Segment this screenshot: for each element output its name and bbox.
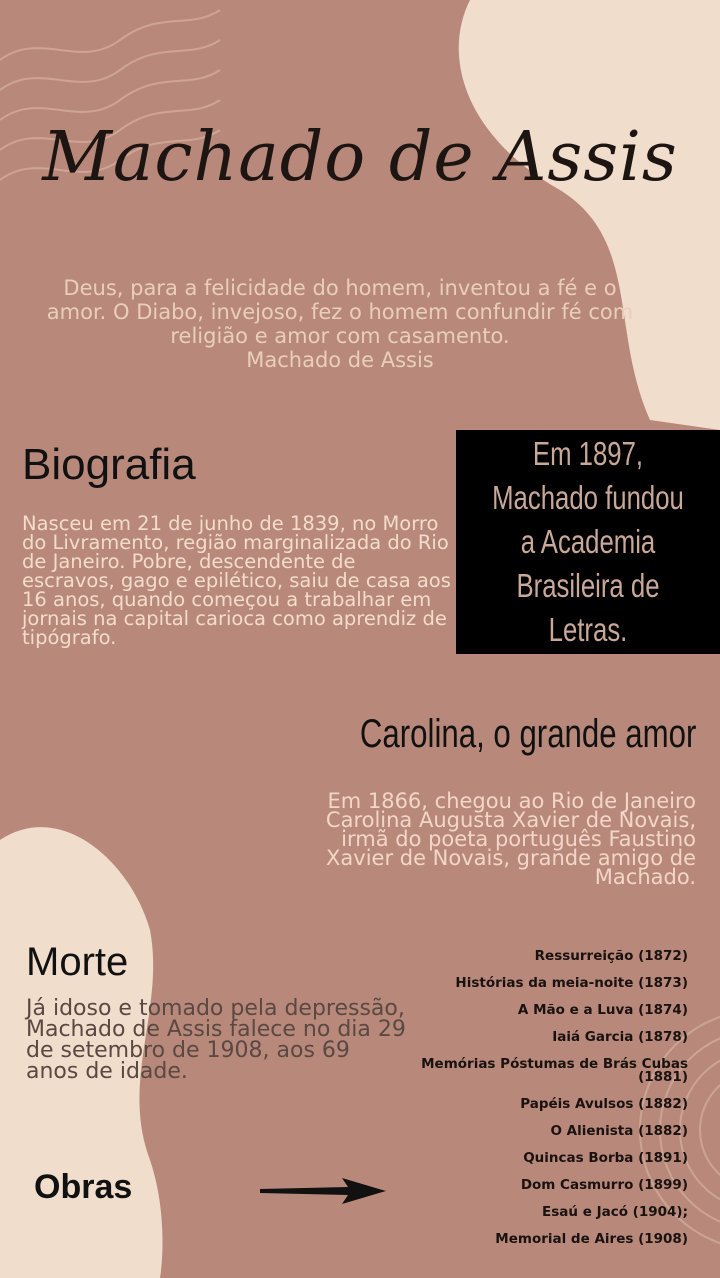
- academia-text: Em 1897, Machado fundou a Academia Brasileira de Letras.: [492, 435, 684, 648]
- obras-heading: Obras: [34, 1168, 133, 1206]
- obras-list: [418, 950, 688, 1260]
- academia-box: [456, 430, 720, 654]
- obra-item: O Alienista (1882): [550, 1123, 688, 1139]
- quote-author: Machado de Assis: [246, 348, 434, 372]
- obra-item: Quincas Borba (1891): [523, 1150, 688, 1166]
- obra-item: Memorial de Aires (1908): [495, 1231, 688, 1247]
- obra-item: Esaú e Jacó (1904);: [542, 1204, 688, 1220]
- obra-item: Ressurreição (1872): [534, 948, 688, 964]
- biografia-heading: Biografia: [22, 440, 196, 489]
- morte-heading: Morte: [26, 940, 129, 984]
- obra-item: Papéis Avulsos (1882): [520, 1096, 688, 1112]
- obra-item: A Mão e a Luva (1874): [517, 1002, 688, 1018]
- obra-item: Iaiá Garcia (1878): [552, 1029, 688, 1045]
- quote-text: Deus, para a felicidade do homem, inventou a fé e o amor. O Diabo, invejoso, fez o homem confundir fé com religião e amor com casamento.: [46, 276, 634, 348]
- obra-item: Dom Casmurro (1899): [520, 1177, 688, 1193]
- carolina-text: Em 1866, chegou ao Rio de Janeiro Carolina Augusta Xavier de Novais, irmã do poeta português Faustino Xavier de Novais, grande amigo de Machado.: [325, 789, 696, 889]
- biografia-text: Nasceu em 21 de junho de 1839, no Morro do Livramento, região marginalizada do Rio de Janeiro. Pobre, descendente de escravos, gago e epilético, saiu de casa aos 16 anos, quando começou a trabalhar em jornais na capital carioca como aprendiz de tipógrafo.: [22, 512, 451, 649]
- quote: [40, 276, 640, 372]
- morte-text: Já idoso e tomado pela depressão, Machado de Assis falece no dia 29 de setembro de 1908, aos 69 anos de idade.: [26, 996, 406, 1084]
- obra-item: Histórias da meia-noite (1873): [455, 975, 688, 991]
- arrow-right-icon: [258, 1176, 388, 1206]
- obra-item: Memórias Póstumas de Brás Cubas (1881): [421, 1056, 688, 1085]
- carolina-heading: Carolina, o grande amor: [359, 712, 696, 756]
- page-title: Machado de Assis: [42, 118, 678, 197]
